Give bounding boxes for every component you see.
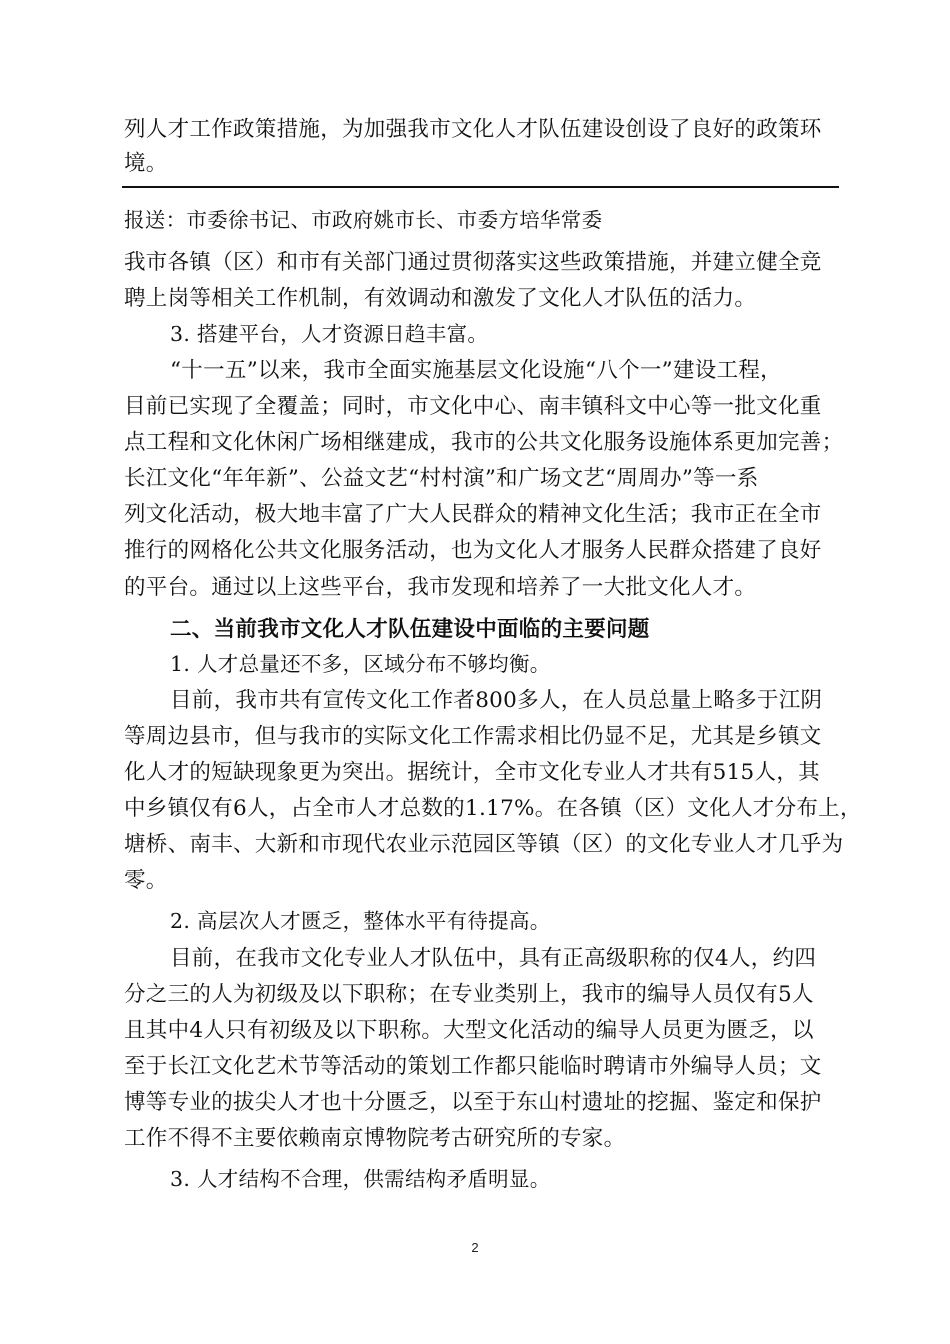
text-line: 点工程和文化休闲广场相继建成，我市的公共文化服务设施体系更加完善； [124, 430, 844, 455]
text-line: 零。 [124, 868, 168, 893]
text-line: 目前，我市共有宣传文化工作者800多人，在人员总量上略多于江阴 [170, 688, 823, 713]
report-to-line: 报送：市委徐书记、市政府姚市长、市委方培华常委 [124, 208, 603, 232]
text-line: 工作不得不主要依赖南京博物院考古研究所的专家。 [124, 1126, 626, 1151]
text-line: 且其中4人只有初级及以下职称。大型文化活动的编导人员更为匮乏，以 [124, 1018, 814, 1043]
page-number: 2 [471, 1240, 479, 1255]
subheading-1: 1. 人才总量还不多，区域分布不够均衡。 [170, 652, 551, 676]
text-line: 塘桥、南丰、大新和市现代农业示范园区等镇（区）的文化专业人才几乎为 [124, 832, 844, 857]
text-line: 长江文化“年年新”、公益文艺“村村演”和广场文艺“周周办”等一系 [124, 466, 759, 491]
section-heading-2: 二、当前我市文化人才队伍建设中面临的主要问题 [170, 617, 650, 642]
subheading-3b: 3. 人才结构不合理，供需结构矛盾明显。 [170, 1167, 551, 1191]
text-line: 我市各镇（区）和市有关部门通过贯彻落实这些政策措施，并建立健全竞 [124, 250, 822, 275]
text-line: 博等专业的拔尖人才也十分匮乏，以至于东山村遗址的挖掘、鉴定和保护 [124, 1090, 822, 1115]
text-line: 推行的网格化公共文化服务活动，也为文化人才服务人民群众搭建了良好 [124, 538, 822, 563]
text-line: 列人才工作政策措施，为加强我市文化人才队伍建设创设了良好的政策环 [124, 117, 822, 142]
text-line: 聘上岗等相关工作机制，有效调动和激发了文化人才队伍的活力。 [124, 286, 757, 311]
text-line: 中乡镇仅有6人，占全市人才总数的1.17%。在各镇（区）文化人才分布上， [124, 796, 862, 821]
text-line: 化人才的短缺现象更为突出。据统计，全市文化专业人才共有515人，其 [124, 760, 820, 785]
text-line: 列文化活动，极大地丰富了广大人民群众的精神文化生活；我市正在全市 [124, 502, 822, 527]
text-line: 等周边县市，但与我市的实际文化工作需求相比仍显不足，尤其是乡镇文 [124, 724, 822, 749]
text-line: 的平台。通过以上这些平台，我市发现和培养了一大批文化人才。 [124, 575, 757, 600]
subheading-3: 3. 搭建平台，人才资源日趋丰富。 [170, 322, 489, 346]
subheading-2: 2. 高层次人才匮乏，整体水平有待提高。 [170, 909, 551, 933]
text-line: 目前已实现了全覆盖；同时，市文化中心、南丰镇科文中心等一批文化重 [124, 394, 822, 419]
text-line: 至于长江文化艺术节等活动的策划工作都只能临时聘请市外编导人员；文 [124, 1054, 822, 1079]
text-line: 境。 [124, 151, 168, 176]
horizontal-rule [122, 186, 839, 188]
text-line: 目前，在我市文化专业人才队伍中，具有正高级职称的仅4人，约四 [170, 946, 817, 971]
text-line: “十一五”以来，我市全面实施基层文化设施“八个一”建设工程， [170, 358, 782, 383]
text-line: 分之三的人为初级及以下职称；在专业类别上，我市的编导人员仅有5人 [124, 982, 814, 1007]
